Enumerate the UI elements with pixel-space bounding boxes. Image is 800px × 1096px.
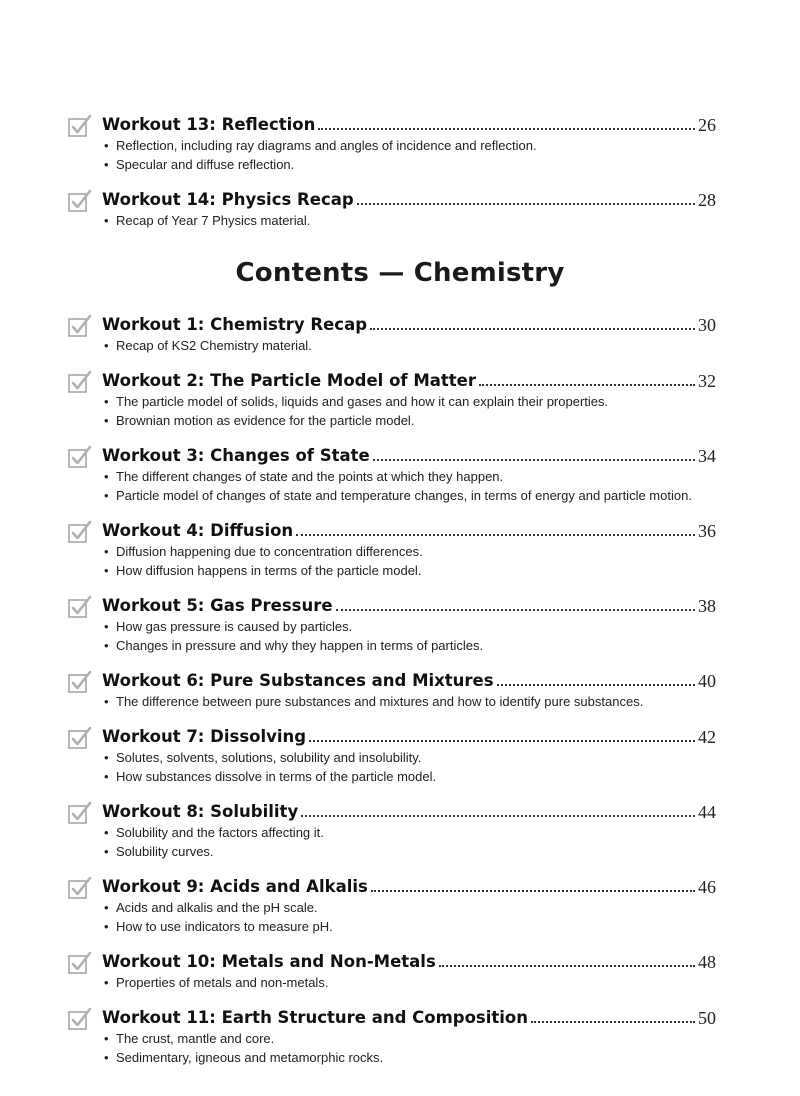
- checkbox-tick-icon[interactable]: [68, 314, 92, 338]
- toc-entry-title: Workout 2: The Particle Model of Matter: [102, 371, 476, 390]
- toc-entry-bullets: [68, 1029, 716, 1067]
- toc-entry-title: Workout 13: Reflection: [102, 115, 316, 134]
- bullet-item: • Reflection, including ray diagrams and angles of incidence and reflection.: [104, 136, 716, 155]
- toc-entry-title-row: [68, 589, 716, 616]
- bullet-item: • Diffusion happening due to concentration differences.: [104, 542, 716, 561]
- toc-entry[interactable]: [68, 1001, 716, 1067]
- bullet-item: • How to use indicators to measure pH.: [104, 917, 716, 936]
- dot-leader: [301, 815, 695, 817]
- toc-entry-bullets: [68, 823, 716, 861]
- toc-entry[interactable]: [68, 795, 716, 861]
- checkbox-tick-icon[interactable]: [68, 114, 92, 138]
- toc-entry-title-row: [68, 870, 716, 897]
- toc-entry-page-number: 44: [698, 802, 716, 822]
- chemistry-contents: [68, 308, 716, 1076]
- toc-entry-page-number: 42: [698, 727, 716, 747]
- bullet-item: • Solubility and the factors affecting it.: [104, 823, 716, 842]
- checkbox-tick-icon[interactable]: [68, 801, 92, 825]
- bullet-item: • Acids and alkalis and the pH scale.: [104, 898, 716, 917]
- bullet-item: • The difference between pure substances and mixtures and how to identify pure substances.: [104, 692, 716, 711]
- toc-entry-title: Workout 9: Acids and Alkalis: [102, 877, 368, 896]
- toc-entry-page-number: 46: [698, 877, 716, 897]
- toc-entry-page-number: 34: [698, 446, 716, 466]
- toc-entry-title-row: [68, 108, 716, 135]
- toc-entry-page-number: 40: [698, 671, 716, 691]
- toc-entry[interactable]: [68, 945, 716, 992]
- toc-entry-title-row: [68, 183, 716, 210]
- toc-entry-title-row: [68, 1001, 716, 1028]
- bullet-item: • Recap of Year 7 Physics material.: [104, 211, 716, 230]
- dot-leader: [373, 459, 695, 461]
- bullet-item: • Recap of KS2 Chemistry material.: [104, 336, 716, 355]
- bullet-item: • Sedimentary, igneous and metamorphic rocks.: [104, 1048, 716, 1067]
- toc-entry-title: Workout 10: Metals and Non-Metals: [102, 952, 436, 971]
- bullet-item: • Specular and diffuse reflection.: [104, 155, 716, 174]
- toc-entry-bullets: [68, 748, 716, 786]
- toc-entry-title: Workout 4: Diffusion: [102, 521, 294, 540]
- toc-entry[interactable]: [68, 439, 716, 505]
- dot-leader: [357, 203, 695, 205]
- checkbox-tick-icon[interactable]: [68, 595, 92, 619]
- toc-entry-bullets: [68, 692, 716, 711]
- toc-entry-title-row: [68, 514, 716, 541]
- toc-entry-title-row: [68, 308, 716, 335]
- toc-entry-page-number: 48: [698, 952, 716, 972]
- dot-leader: [309, 740, 695, 742]
- toc-entry[interactable]: [68, 514, 716, 580]
- toc-entry-title: Workout 6: Pure Substances and Mixtures: [102, 671, 494, 690]
- toc-entry[interactable]: [68, 108, 716, 174]
- toc-entry-title-row: [68, 945, 716, 972]
- toc-entry-bullets: [68, 973, 716, 992]
- bullet-item: • How gas pressure is caused by particles.: [104, 617, 716, 636]
- toc-entry-bullets: [68, 467, 716, 505]
- toc-entry-title: Workout 5: Gas Pressure: [102, 596, 333, 615]
- dot-leader: [439, 965, 695, 967]
- toc-entry-bullets: [68, 898, 716, 936]
- bullet-item: • The crust, mantle and core.: [104, 1029, 716, 1048]
- toc-entry-bullets: [68, 336, 716, 355]
- checkbox-tick-icon[interactable]: [68, 370, 92, 394]
- toc-entry-bullets: [68, 136, 716, 174]
- bullet-item: • Properties of metals and non-metals.: [104, 973, 716, 992]
- checkbox-tick-icon[interactable]: [68, 726, 92, 750]
- checkbox-tick-icon[interactable]: [68, 520, 92, 544]
- toc-entry-title: Workout 14: Physics Recap: [102, 190, 354, 209]
- bullet-item: • Changes in pressure and why they happen in terms of particles.: [104, 636, 716, 655]
- checkbox-tick-icon[interactable]: [68, 445, 92, 469]
- dot-leader: [318, 128, 695, 130]
- dot-leader: [479, 384, 695, 386]
- bullet-item: • Brownian motion as evidence for the particle model.: [104, 411, 716, 430]
- toc-entry-title-row: [68, 720, 716, 747]
- dot-leader: [497, 684, 695, 686]
- toc-entry-page-number: 36: [698, 521, 716, 541]
- checkbox-tick-icon[interactable]: [68, 876, 92, 900]
- bullet-item: • How substances dissolve in terms of the particle model.: [104, 767, 716, 786]
- toc-entry-title: Workout 8: Solubility: [102, 802, 299, 821]
- toc-entry-bullets: [68, 542, 716, 580]
- checkbox-tick-icon[interactable]: [68, 189, 92, 213]
- toc-entry-title: Workout 7: Dissolving: [102, 727, 307, 746]
- toc-entry-title-row: [68, 364, 716, 391]
- dot-leader: [531, 1021, 695, 1023]
- toc-entry-title-row: [68, 664, 716, 691]
- bullet-item: • How diffusion happens in terms of the particle model.: [104, 561, 716, 580]
- toc-entry-title-row: [68, 795, 716, 822]
- toc-entry-page-number: 32: [698, 371, 716, 391]
- toc-entry-title: Workout 3: Changes of State: [102, 446, 370, 465]
- toc-entry-page-number: 38: [698, 596, 716, 616]
- checkbox-tick-icon[interactable]: [68, 951, 92, 975]
- toc-entry-page-number: 26: [698, 115, 716, 135]
- dot-leader: [296, 534, 695, 536]
- toc-entry-page-number: 50: [698, 1008, 716, 1028]
- bullet-item: • The different changes of state and the points at which they happen.: [104, 467, 716, 486]
- toc-entry-bullets: [68, 211, 716, 230]
- toc-entry-title: Workout 1: Chemistry Recap: [102, 315, 368, 334]
- checkbox-tick-icon[interactable]: [68, 1007, 92, 1031]
- toc-entry[interactable]: [68, 589, 716, 655]
- toc-entry-title-row: [68, 439, 716, 466]
- toc-entry[interactable]: [68, 308, 716, 355]
- toc-entry-title: Workout 11: Earth Structure and Composition: [102, 1008, 529, 1027]
- toc-entry-page-number: 28: [698, 190, 716, 210]
- dot-leader: [370, 328, 695, 330]
- bullet-item: • Solutes, solvents, solutions, solubility and insolubility.: [104, 748, 716, 767]
- toc-entry[interactable]: [68, 720, 716, 786]
- toc-entry[interactable]: [68, 870, 716, 936]
- bullet-item: • Particle model of changes of state and temperature changes, in terms of energy and particle motion.: [104, 486, 716, 505]
- checkbox-tick-icon[interactable]: [68, 670, 92, 694]
- dot-leader: [336, 609, 695, 611]
- toc-entry[interactable]: [68, 183, 716, 230]
- toc-entry[interactable]: [68, 664, 716, 711]
- dot-leader: [371, 890, 695, 892]
- section-heading-chemistry: Contents — Chemistry: [235, 258, 565, 288]
- bullet-item: • The particle model of solids, liquids and gases and how it can explain their properties.: [104, 392, 716, 411]
- toc-entry[interactable]: [68, 364, 716, 430]
- toc-entry-bullets: [68, 392, 716, 430]
- physics-contents-continued: [68, 108, 716, 239]
- toc-entry-page-number: 30: [698, 315, 716, 335]
- bullet-item: • Solubility curves.: [104, 842, 716, 861]
- toc-entry-bullets: [68, 617, 716, 655]
